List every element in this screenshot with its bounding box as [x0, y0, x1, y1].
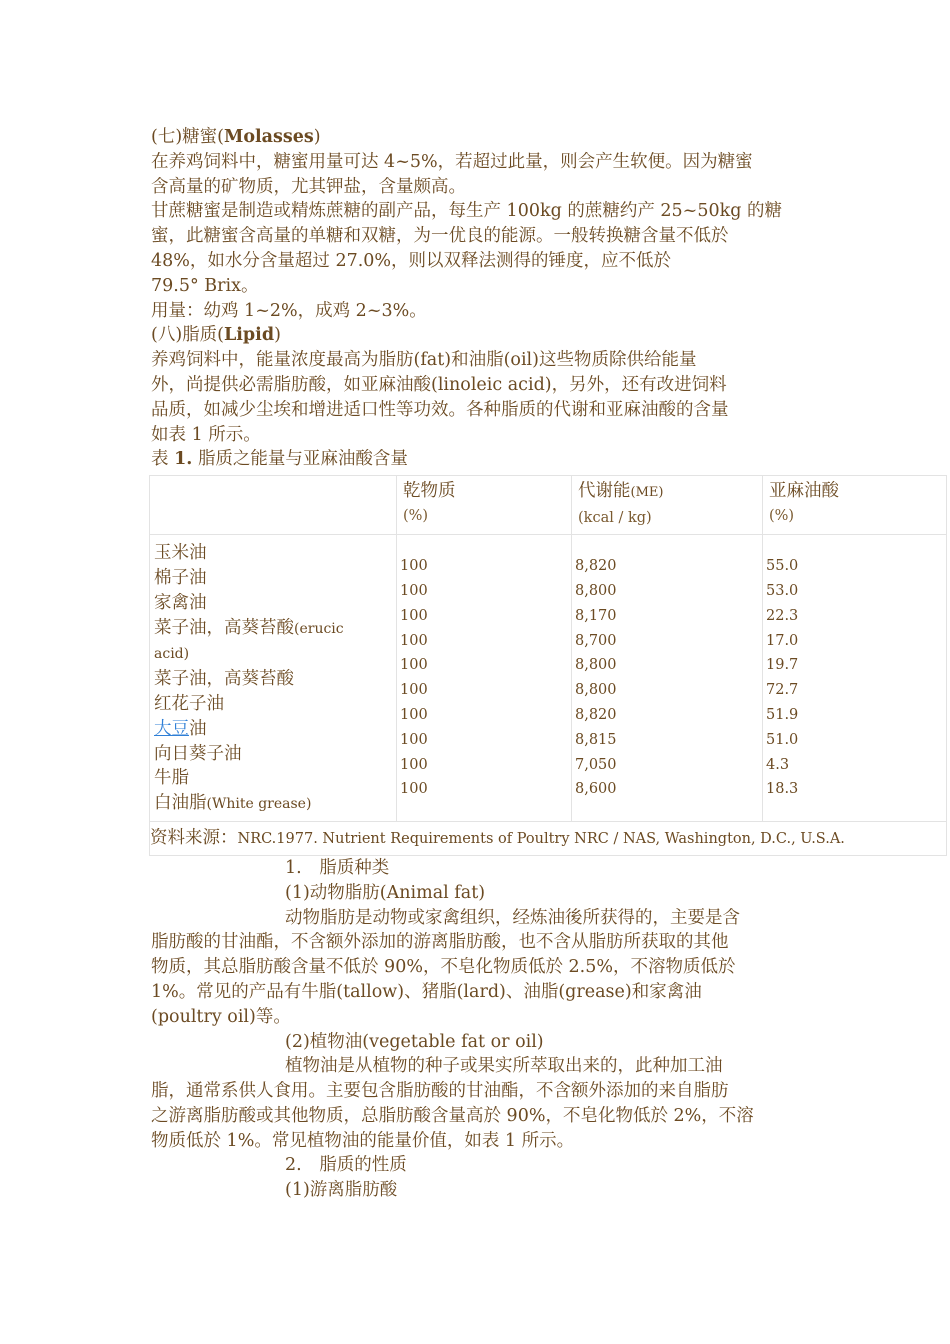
paragraph-line: 48%，如水分含量超过 27.0%，则以双释法测得的锤度，应不低於 — [151, 250, 672, 271]
subheading: 2. 脂质的性质 — [285, 1155, 407, 1176]
paragraph-line: 甘蔗糖蜜是制造或精炼蔗糖的副产品，每生产 100kg 的蔗糖约产 25~50kg 的糖 — [151, 201, 782, 222]
lipid-name: 白油脂(White grease) — [154, 793, 312, 814]
paragraph-line: 物质，其总脂肪酸含量不低於 90%，不皂化物质低於 2.5%，不溶物质低於 — [151, 957, 736, 978]
dry-matter-value: 100 — [400, 682, 428, 699]
lipid-energy-table — [149, 475, 947, 856]
me-value: 8,820 — [575, 558, 617, 575]
header-metabolizable-energy: 代谢能(ME) (kcal / kg) — [572, 476, 763, 535]
header-linoleic-acid: 亚麻油酸 (%) — [763, 476, 947, 535]
subheading: (1)游离脂肪酸 — [285, 1180, 398, 1201]
me-value: 8,820 — [575, 706, 617, 723]
me-value: 8,170 — [575, 607, 617, 624]
subheading: (2)植物油(vegetable fat or oil) — [285, 1031, 544, 1052]
linoleic-value: 51.0 — [766, 731, 799, 748]
linoleic-value: 53.0 — [766, 582, 799, 599]
paragraph-line: 蜜，此糖蜜含高量的单糖和双糖，为一优良的能源。一般转换糖含量不低於 — [151, 226, 729, 247]
linoleic-value: 22.3 — [766, 607, 799, 624]
paragraph-line: 1%。常见的产品有牛脂(tallow)、猪脂(lard)、油脂(grease)和家禽油 — [151, 981, 702, 1002]
paragraph-line: 在养鸡饲料中，糖蜜用量可达 4~5%，若超过此量，则会产生软便。因为糖蜜 — [151, 151, 753, 172]
lipid-name: 牛脂 — [154, 768, 189, 789]
linoleic-value: 4.3 — [766, 756, 790, 773]
dry-matter-value: 100 — [400, 731, 428, 748]
paragraph-line: (poultry oil)等。 — [151, 1006, 291, 1027]
me-value: 8,600 — [575, 781, 617, 798]
linoleic-value: 18.3 — [766, 781, 799, 798]
dry-matter-value: 100 — [400, 706, 428, 723]
dry-matter-cell — [397, 535, 572, 822]
paragraph-line: 如表 1 所示。 — [151, 424, 261, 445]
dry-matter-value: 100 — [400, 781, 428, 798]
document-body — [151, 125, 946, 1203]
paragraph-line: 含高量的矿物质，尤其钾盐，含量颇高。 — [151, 176, 466, 197]
paragraph-line: 外，尚提供必需脂肪酸，如亚麻油酸(linoleic acid)，另外，还有改进饲料 — [151, 374, 727, 395]
table-source: 资料来源：NRC.1977. Nutrient Requirements of Poultry NRC / NAS, Washington, D.C., U.S.A. — [150, 821, 947, 855]
dry-matter-value: 100 — [400, 632, 428, 649]
table-header-row — [150, 476, 947, 535]
me-value: 8,800 — [575, 582, 617, 599]
dry-matter-value: 100 — [400, 607, 428, 624]
lipid-name: 玉米油 — [154, 543, 207, 564]
table-body-row — [150, 535, 947, 822]
linoleic-value: 72.7 — [766, 682, 799, 699]
lipid-name: 红花子油 — [154, 693, 224, 714]
paragraph-line: 养鸡饲料中，能量浓度最高为脂肪(fat)和油脂(oil)这些物质除供给能量 — [151, 350, 697, 371]
me-value: 8,800 — [575, 657, 617, 674]
paragraph-line: 植物油是从植物的种子或果实所萃取出来的，此种加工油 — [285, 1056, 723, 1077]
subheading: (1)动物脂肪(Animal fat) — [285, 882, 486, 903]
dry-matter-value: 100 — [400, 582, 428, 599]
lipid-name: 棉子油 — [154, 567, 207, 588]
linoleic-cell — [763, 535, 947, 822]
dry-matter-value: 100 — [400, 657, 428, 674]
lipid-name: 菜子油，高葵苔酸(erucic — [154, 617, 344, 638]
me-value: 8,815 — [575, 731, 617, 748]
me-value: 7,050 — [575, 756, 617, 773]
table-source-row — [150, 821, 947, 855]
section-8-heading: (八)脂质(Lipid) — [151, 325, 281, 346]
dry-matter-value: 100 — [400, 756, 428, 773]
paragraph-line: 脂，通常系供人食用。主要包含脂肪酸的甘油酯，不含额外添加的来自脂肪 — [151, 1081, 729, 1102]
me-value: 8,700 — [575, 632, 617, 649]
section-7-heading: (七)糖蜜(Molasses) — [151, 127, 321, 147]
paragraph-line: 品质，如减少尘埃和增进适口性等功效。各种脂质的代谢和亚麻油酸的含量 — [151, 399, 729, 420]
lipid-names-cell — [150, 535, 397, 822]
table-header-empty — [150, 476, 397, 535]
linoleic-value: 17.0 — [766, 632, 799, 649]
lipid-name: 菜子油，高葵苔酸 — [154, 669, 294, 690]
header-dry-matter: 乾物质 (%) — [397, 476, 572, 535]
lipid-name-continued: acid) — [154, 646, 190, 663]
lipid-name: 向日葵子油 — [154, 743, 242, 764]
dry-matter-value: 100 — [400, 558, 428, 575]
me-value: 8,800 — [575, 682, 617, 699]
me-cell — [572, 535, 763, 822]
linoleic-value: 51.9 — [766, 706, 799, 723]
lipid-name: 大豆油 — [154, 718, 207, 739]
paragraph-line: 动物脂肪是动物或家禽组织，经炼油後所获得的，主要是含 — [285, 907, 740, 928]
lipid-name: 家禽油 — [154, 592, 207, 613]
table-caption: 表 1. 脂质之能量与亚麻油酸含量 — [151, 449, 408, 470]
paragraph-line: 用量：幼鸡 1~2%，成鸡 2~3%。 — [151, 300, 427, 321]
soybean-link[interactable]: 大豆 — [154, 718, 189, 739]
linoleic-value: 19.7 — [766, 657, 799, 674]
paragraph-line: 物质低於 1%。常见植物油的能量价值，如表 1 所示。 — [151, 1130, 575, 1151]
linoleic-value: 55.0 — [766, 558, 799, 575]
paragraph-line: 79.5° Brix。 — [151, 275, 259, 296]
paragraph-line: 之游离脂肪酸或其他物质，总脂肪酸含量高於 90%，不皂化物低於 2%，不溶 — [151, 1105, 754, 1126]
paragraph-line: 脂肪酸的甘油酯，不含额外添加的游离脂肪酸，也不含从脂肪所获取的其他 — [151, 932, 729, 953]
subheading: 1. 脂质种类 — [285, 857, 390, 878]
